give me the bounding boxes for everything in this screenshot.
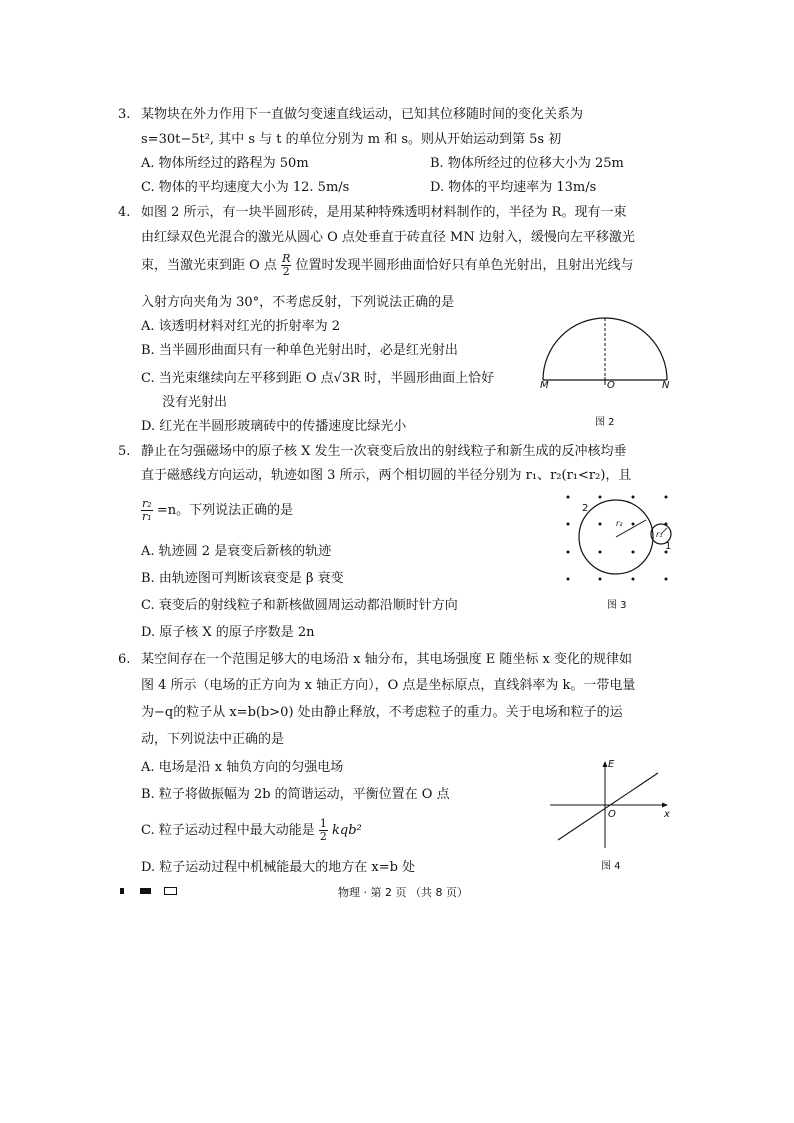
- q4-line-3-start: 束，当激光束到距 O 点: [141, 258, 277, 273]
- q5-option-a: A. 轨迹圆 2 是衰变后新核的轨迹: [141, 544, 332, 559]
- figure-3-tracks: [563, 492, 673, 587]
- q5-fraction-num: r₂: [142, 497, 152, 510]
- footer-mark-outline: [164, 887, 177, 895]
- fig4-label-e: E: [608, 759, 615, 770]
- q5-option-c: C. 衰变后的射线粒子和新核做圆周运动都沿顺时针方向: [141, 598, 458, 613]
- fig2-caption: 图 2: [595, 417, 615, 428]
- q5-line-2: 直于磁感线方向运动，轨迹如图 3 所示，两个相切圆的半径分别为 r₁、r₂(r₁<r₂)，且: [141, 468, 632, 483]
- q6-number: 6.: [118, 652, 131, 667]
- q4-option-c-line-2: 没有光射出: [162, 395, 228, 410]
- q6-option-c-end: kqb²: [332, 823, 362, 838]
- q5-number: 5.: [118, 444, 131, 459]
- q4-line-2: 由红绿双色光混合的激光从圆心 O 点处垂直于砖直径 MN 边射入，缓慢向左平移激光: [141, 230, 635, 245]
- fig4-label-o: O: [608, 809, 616, 820]
- q4-option-b: B. 当半圆形曲面只有一种单色光射出时，必是红光射出: [141, 343, 458, 358]
- figure-2-semicircle: [540, 315, 670, 385]
- q5-option-d: D. 原子核 X 的原子序数是 2n: [141, 625, 315, 640]
- q6-fraction: [319, 818, 328, 843]
- y-axis-arrow: [603, 761, 608, 767]
- q4-option-a: A. 该透明材料对红光的折射率为 2: [141, 319, 341, 334]
- q5-line-1: 静止在匀强磁场中的原子核 X 发生一次衰变后放出的射线粒子和新生成的反冲核均垂: [141, 444, 627, 459]
- fig2-label-o: O: [607, 380, 615, 391]
- q4-fraction: [281, 253, 291, 278]
- q4-line-4: 入射方向夹角为 30°，不考虑反射，下列说法正确的是: [141, 295, 455, 310]
- q5-line-3: [141, 498, 293, 523]
- q3-number: 3.: [118, 107, 131, 122]
- q6-option-d: D. 粒子运动过程中机械能最大的地方在 x=b 处: [141, 860, 416, 875]
- footer-mark-small: [120, 888, 124, 894]
- q6-option-b: B. 粒子将做振幅为 2b 的简谐运动，平衡位置在 O 点: [141, 787, 450, 802]
- q5-option-b: B. 由轨迹图可判断该衰变是 β 衰变: [141, 571, 344, 586]
- q6-option-c: [141, 818, 362, 843]
- q4-line-3-end: 位置时发现半圆形曲面恰好只有单色光射出，且射出光线与: [295, 258, 634, 273]
- fig3-label-r2: r₂: [616, 519, 623, 528]
- q3-option-a: A. 物体所经过的路程为 50m: [141, 156, 309, 171]
- page-footer: 物理 · 第 2 页 （共 8 页）: [338, 886, 468, 899]
- q3-option-c: C. 物体的平均速度大小为 12. 5m/s: [141, 180, 350, 195]
- q6-option-a: A. 电场是沿 x 轴负方向的匀强电场: [141, 760, 344, 775]
- q4-number: 4.: [118, 205, 131, 220]
- q3-line-1: 某物块在外力作用下一直做匀变速直线运动，已知其位移随时间的变化关系为: [141, 107, 584, 122]
- q4-option-d: D. 红光在半圆形玻璃砖中的传播速度比绿光小: [141, 419, 407, 434]
- q6-fraction-num: 1: [319, 817, 327, 830]
- q3-option-b: B. 物体所经过的位移大小为 25m: [430, 156, 624, 171]
- q4-fraction-num: R: [282, 252, 291, 265]
- q6-line-3: 为−q的粒子从 x=b(b>0) 处由静止释放，不考虑粒子的重力。关于电场和粒子的运: [141, 705, 623, 720]
- fig2-label-n: N: [662, 380, 670, 391]
- fig3-label-1: 1: [665, 541, 672, 552]
- q6-option-c-start: C. 粒子运动过程中最大动能是: [141, 823, 315, 838]
- q6-line-2: 图 4 所示（电场的正方向为 x 轴正方向），O 点是坐标原点，直线斜率为 k。一带电量: [141, 678, 636, 693]
- field-line: [558, 773, 658, 840]
- figure-4-graph: [550, 760, 670, 850]
- fig3-caption: 图 3: [607, 600, 627, 611]
- fig3-label-r1: r₁: [656, 530, 663, 539]
- q3-option-d: D. 物体的平均速率为 13m/s: [430, 180, 597, 195]
- q6-fraction-den: 2: [319, 830, 327, 843]
- q4-line-1: 如图 2 所示，有一块半圆形砖，是用某种特殊透明材料制作的，半径为 R。现有一束: [141, 205, 627, 220]
- footer-mark-filled: [140, 888, 151, 894]
- q4-line-3: [141, 253, 634, 278]
- q6-line-1: 某空间存在一个范围足够大的电场沿 x 轴分布，其电场强度 E 随坐标 x 变化的规律如: [141, 652, 632, 667]
- q6-line-4: 动，下列说法中正确的是: [141, 732, 285, 747]
- q5-fraction-den: r₁: [142, 510, 152, 523]
- fig4-label-x: x: [664, 809, 670, 820]
- fig2-label-m: M: [540, 380, 549, 391]
- q5-fraction: [141, 498, 153, 523]
- q4-option-c-line-1: C. 当光束继续向左平移到距 O 点√3R 时，半圆形曲面上恰好: [141, 371, 495, 386]
- x-axis-arrow: [662, 803, 668, 808]
- q5-line-3-end: =n。下列说法正确的是: [156, 503, 294, 518]
- q3-line-2: s=30t−5t², 其中 s 与 t 的单位分别为 m 和 s。则从开始运动到第 5s 初: [141, 132, 562, 147]
- fig3-label-2: 2: [582, 503, 589, 514]
- q4-fraction-den: 2: [282, 265, 290, 278]
- fig4-caption: 图 4: [601, 861, 621, 872]
